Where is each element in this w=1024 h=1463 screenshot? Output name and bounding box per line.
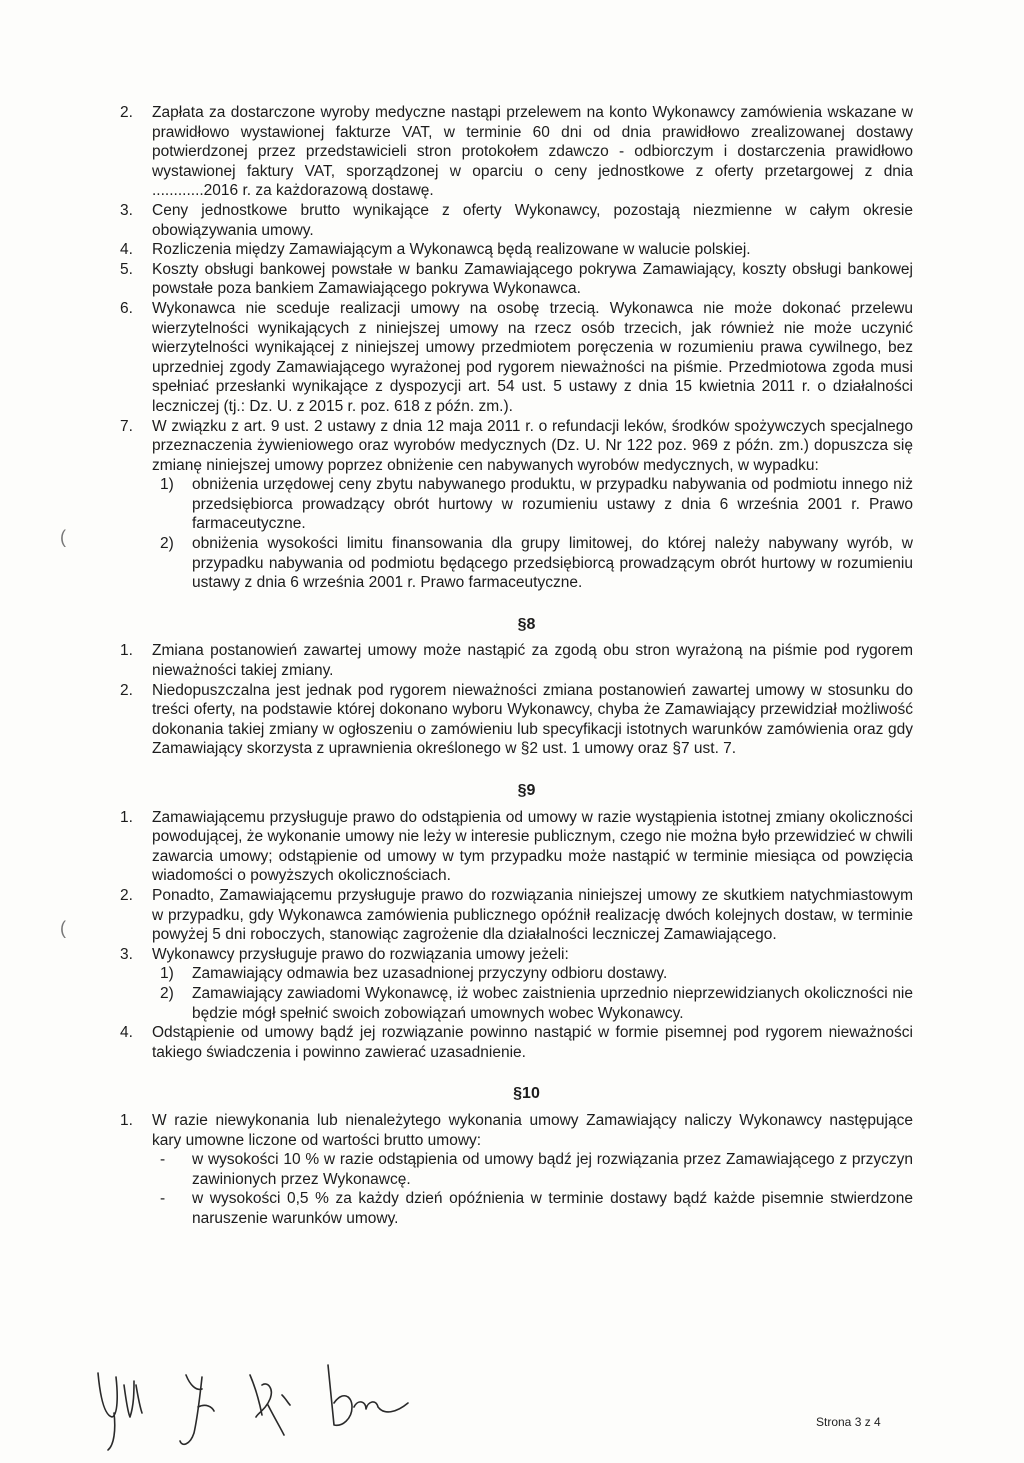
initial-3 xyxy=(250,1375,290,1435)
initial-4 xyxy=(328,1365,408,1425)
section-heading-10: §10 xyxy=(513,1085,540,1103)
list-item: 5. Koszty obsługi bankowej powstałe w banku Zamawiającego pokrywa Zamawiający, koszty obsługi bankowej powstałe poza bankiem Zamawiającego pokrywa Wykonawca. xyxy=(120,260,913,298)
list-item: 7. W związku z art. 9 ust. 2 ustawy z dnia 12 maja 2011 r. o refundacji leków, środków spożywczych specjalnego przeznaczenia żywieniowego oraz wyrobów medycznych (Dz. U. Nr 122 poz. 969 z późn. zm.) dopuszcza się zmianę niniejszej umowy poprzez obniżenie cen nabywanych wyrobów medycznych, w wypadku: xyxy=(120,417,913,474)
sub-list-item: 1) obniżenia urzędowej ceny zbytu nabywanego produktu, w przypadku nabywania od podmiotu innego niż przedsiębiorca prowadzący obrót hurtowy w rozumieniu ustawy z dnia 6 września 2001 r. Prawo farmaceutyczne. xyxy=(160,476,913,533)
dash-list-item: - w wysokości 10 % w razie odstąpienia od umowy bądź jej rozwiązania przez Zamawiającego z przyczyn zawinionych przez Wykonawcę. xyxy=(160,1151,913,1188)
section-heading-9: §9 xyxy=(517,782,536,799)
list-item: 4. Odstąpienie od umowy bądź jej rozwiązanie powinno nastąpić w formie pisemnej pod rygorem nieważności takiego świadczenia i powinno zawierać uzasadnienie. xyxy=(120,1024,913,1061)
section-9-list xyxy=(120,808,913,1063)
initial-2 xyxy=(180,1375,214,1444)
section-8-list xyxy=(120,641,913,759)
paragraph-7-list xyxy=(120,103,913,593)
margin-mark: ( xyxy=(60,527,66,547)
list-item: 4. Rozliczenia między Zamawiającym a Wykonawcą będą realizowane w walucie polskiej. xyxy=(120,241,751,259)
list-item: 2. Ponadto, Zamawiającemu przysługuje prawo do rozwiązania niniejszej umowy ze skutkiem natychmiastowym w przypadku, gdy Wykonawca zamówienia publicznego opóźnił realizację dwóch kolejnych dostaw, w terminie powyżej 5 dni roboczych, stanowiąc zagrożenie dla działalności leczniczej Zamawiającego. xyxy=(120,886,913,944)
contract-text xyxy=(120,103,913,1228)
sub-list-item: 2) Zamawiający zawiadomi Wykonawcę, iż wobec zaistnienia uprzednio nieprzewidzianych okoliczności nie będzie mógł spełnić swoich zobowiązań umownych wobec Wykonawcy. xyxy=(160,984,913,1022)
list-item: 1. Zamawiającemu przysługuje prawo do odstąpienia od umowy w razie wystąpienia istotnej zmiany okoliczności powodującej, że wykonanie umowy nie leży w interesie publicznym, czego nie można było przewidzieć w chwili zawarcia umowy; odstąpienie od umowy w tym przypadku może nastąpić w terminie miesiąca od powzięcia wiadomości o powyższych okolicznościach. xyxy=(120,808,913,885)
margin-mark: ( xyxy=(60,918,66,938)
sub-list-item: 1) Zamawiający odmawia bez uzasadnionej przyczyny odbioru dostawy. xyxy=(160,965,668,983)
list-item: 3. Wykonawcy przysługuje prawo do rozwiązania umowy jeżeli: xyxy=(120,945,569,963)
list-item: 1. W razie niewykonania lub nienależytego wykonania umowy Zamawiający naliczy Wykonawcy następujące kary umowne liczone od wartości brutto umowy: xyxy=(120,1111,913,1149)
initial-1 xyxy=(98,1373,142,1450)
list-item: 2. Niedopuszczalna jest jednak pod rygorem nieważności zmiana postanowień zawartej umowy w stosunku do treści oferty, na podstawie której dokonano wyboru Wykonawcy, chyba że Zamawiający przewidział możliwość dokonania takiej zmiany w ogłoszeniu o zamówieniu lub specyfikacji istotnych warunków zamówienia oraz gdy Zamawiający skorzysta z uprawnienia określonego w §2 ust. 1 umowy oraz §7 ust. 7. xyxy=(120,681,913,758)
sub-list-item: 2) obniżenia wysokości limitu finansowania dla grupy limitowej, do której należy nabywany wyrób, w przypadku nabywania od podmiotu będącego przedsiębiorcą prowadzącym obrót hurtowy w rozumieniu ustawy z dnia 6 września 2001 r. Prawo farmaceutyczne. xyxy=(160,535,913,592)
list-item: 3. Ceny jednostkowe brutto wynikające z oferty Wykonawcy, pozostają niezmienne w całym okresie obowiązywania umowy. xyxy=(120,201,913,239)
list-item: 2. Zapłata za dostarczone wyroby medyczne nastąpi przelewem na konto Wykonawcy zamówienia wskazane w prawidłowo wystawionej fakturze VAT, w terminie 60 dni od dnia prawidłowo zrealizowanej dostawy potwierdzonej przez przedstawicieli stron protokołem zdawczo - odbiorczym i dostarczenia prawidłowo wystawionej faktury VAT, sporządzonej w oparciu o ceny jednostkowe z oferty przetargowej z dnia ............2016 r. za każdorazową dostawę. xyxy=(120,104,913,200)
list-item: 1. Zmiana postanowień zawartej umowy może nastąpić za zgodą obu stron wyrażoną na piśmie pod rygorem nieważności takiej zmiany. xyxy=(120,642,913,680)
section-10-list xyxy=(120,1111,913,1229)
handwritten-initials xyxy=(90,1355,420,1455)
dash-list-item: - w wysokości 0,5 % za każdy dzień opóźnienia w terminie dostawy bądź każde pisemnie stwierdzone naruszenie warunków umowy. xyxy=(160,1190,913,1227)
page-number: Strona 3 z 4 xyxy=(816,1415,881,1429)
list-item: 6. Wykonawca nie sceduje realizacji umowy na osobę trzecią. Wykonawca nie może dokonać przelewu wierzytelności wynikających z niniejszej umowy na rzecz osób trzecich, jak również nie może uczynić wierzytelności wynikającej z niniejszej umowy przedmiotem poręczenia w rozumieniu prawa cywilnego, bez uprzedniej zgody Zamawiającego wyrażonej pod rygorem nieważności na piśmie. Przedmiotowa zgoda musi spełniać przesłanki wynikające z dyspozycji art. 54 ust. 5 ustawy z dnia 15 kwietnia 2011 r. o działalności leczniczej (tj.: Dz. U. z 2015 r. poz. 618 z późn. zm.). xyxy=(120,299,913,415)
section-heading-8: §8 xyxy=(517,615,536,633)
